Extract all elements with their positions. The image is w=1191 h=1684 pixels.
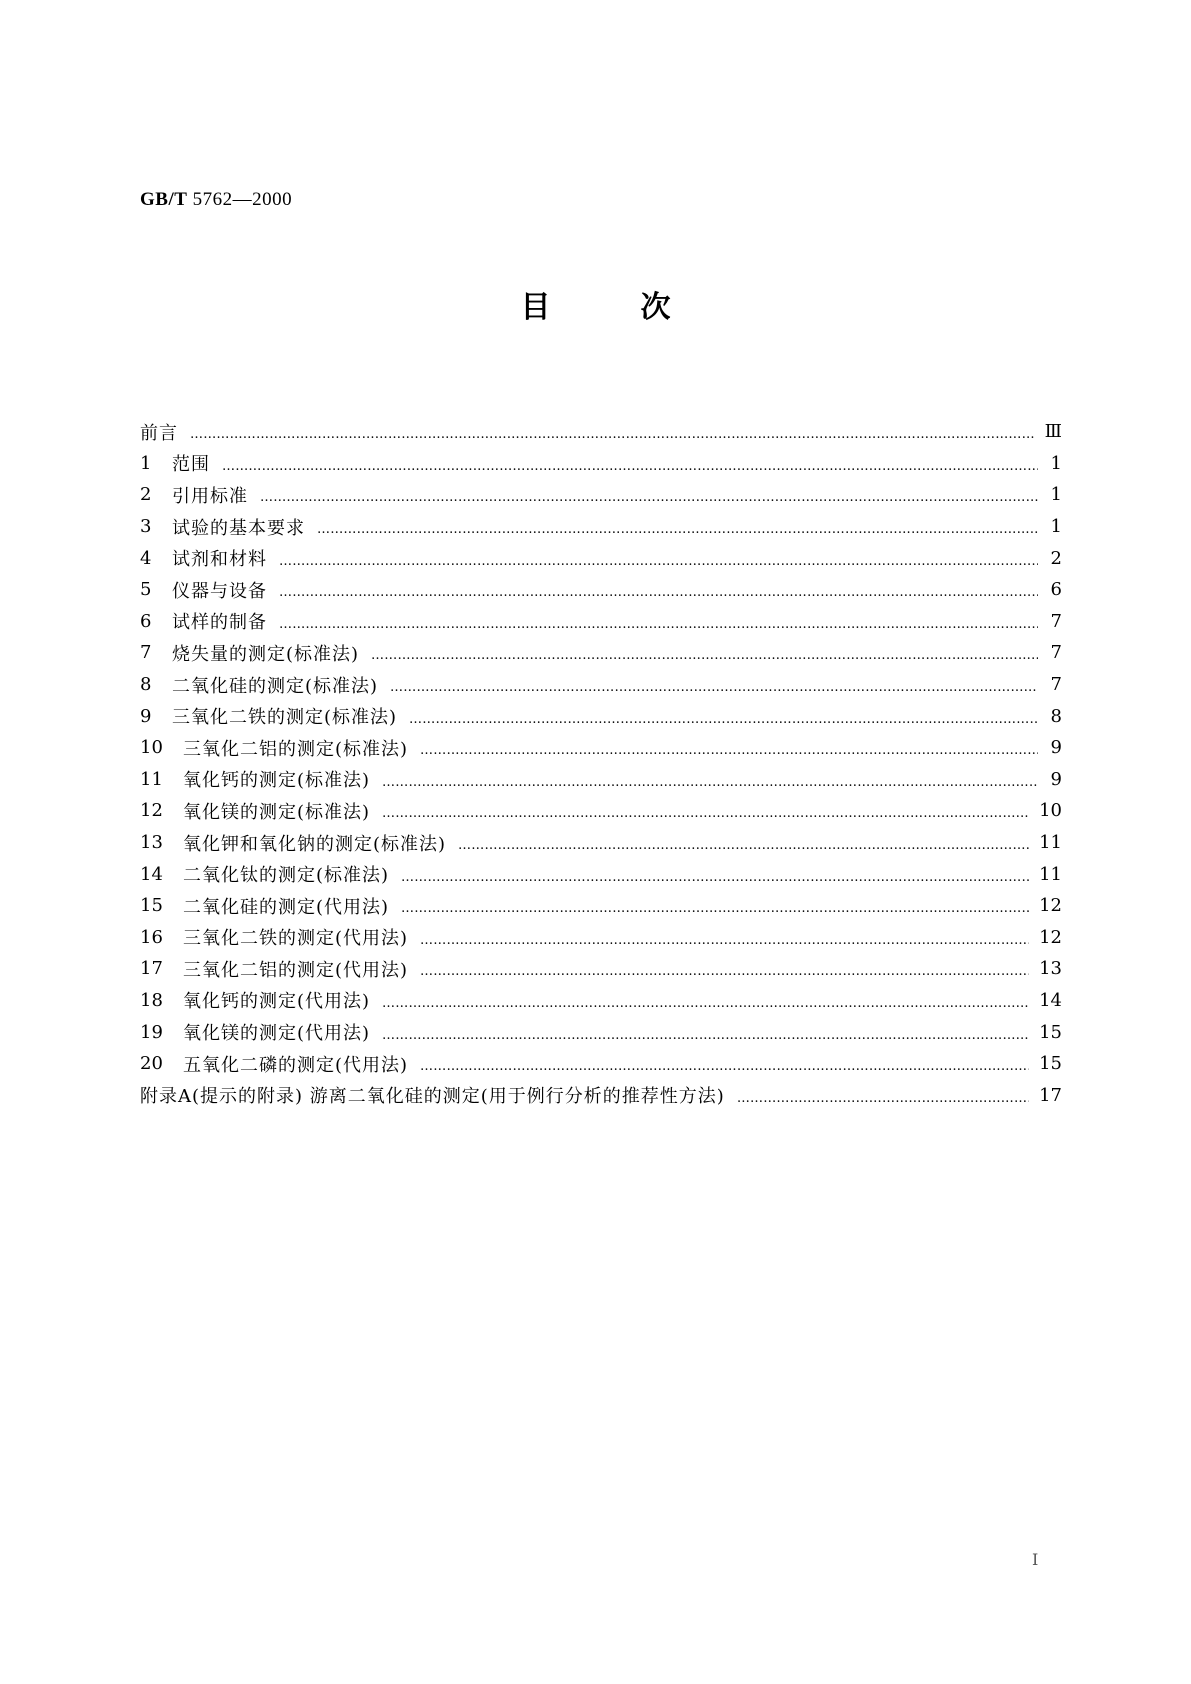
- dot-leader: [382, 776, 1038, 789]
- toc-entry-label: 三氧化二铁的测定(标准法): [172, 707, 398, 729]
- toc-entry[interactable]: [140, 606, 1062, 638]
- dot-leader: [420, 1060, 1029, 1073]
- toc-entry[interactable]: [140, 1048, 1062, 1080]
- toc-entry-number: 15: [140, 895, 163, 917]
- page-number: I: [1032, 1550, 1039, 1569]
- toc-entry-label: 附录A(提示的附录) 游离二氧化硅的测定(用于例行分析的推荐性方法): [140, 1086, 725, 1108]
- toc-entry-number: 5: [140, 579, 152, 601]
- toc-entry-page: 11: [1039, 863, 1062, 885]
- toc-entry[interactable]: [140, 795, 1062, 827]
- page-title: [0, 282, 1191, 326]
- toc-entry-page: 8: [1050, 705, 1062, 727]
- toc-entry[interactable]: [140, 858, 1062, 890]
- toc-entry-label: 氧化镁的测定(标准法): [183, 801, 371, 823]
- dot-leader: [737, 1092, 1029, 1105]
- toc-entry[interactable]: [140, 416, 1062, 448]
- toc-entry-page: 10: [1039, 800, 1062, 822]
- dot-leader: [458, 839, 1029, 852]
- title-char-2: 次: [640, 290, 671, 325]
- toc-entry-label: 试样的制备: [172, 612, 267, 634]
- toc-entry-label: 三氧化二铝的测定(标准法): [183, 738, 409, 760]
- toc-entry-page: 15: [1039, 1053, 1062, 1075]
- toc-entry-page: 7: [1050, 674, 1062, 696]
- toc-entry[interactable]: [140, 1016, 1062, 1048]
- toc-entry[interactable]: [140, 479, 1062, 511]
- toc-entry-label: 前言: [140, 422, 178, 444]
- toc-entry-label: 氧化镁的测定(代用法): [183, 1023, 371, 1045]
- toc-entry-number: 2: [140, 484, 152, 506]
- toc-entry-number: 16: [140, 926, 163, 948]
- dot-leader: [279, 618, 1038, 631]
- toc-entry-page: Ⅲ: [1044, 421, 1062, 443]
- toc-entry-label: 仪器与设备: [172, 580, 267, 602]
- toc-entry-label: 二氧化硅的测定(标准法): [172, 675, 379, 697]
- standard-number: 5762—2000: [192, 189, 293, 210]
- toc-entry-number: 11: [140, 768, 163, 790]
- dot-leader: [279, 586, 1038, 599]
- toc-entry-page: 15: [1039, 1021, 1062, 1043]
- toc-entry-number: 19: [140, 1021, 163, 1043]
- toc-entry-number: 7: [140, 642, 152, 664]
- dot-leader: [222, 460, 1038, 473]
- dot-leader: [371, 649, 1038, 662]
- toc-entry[interactable]: [140, 700, 1062, 732]
- standard-prefix: GB/T: [140, 189, 188, 210]
- dot-leader: [409, 713, 1038, 726]
- toc-entry[interactable]: [140, 669, 1062, 701]
- toc-entry-label: 五氧化二磷的测定(代用法): [183, 1054, 409, 1076]
- toc-entry-page: 14: [1039, 989, 1062, 1011]
- toc-entry-number: 3: [140, 516, 152, 538]
- toc-entry[interactable]: [140, 542, 1062, 574]
- dot-leader: [420, 744, 1038, 757]
- toc-entry[interactable]: [140, 827, 1062, 859]
- toc-entry-label: 三氧化二铁的测定(代用法): [183, 928, 409, 950]
- toc-entry-label: 范围: [172, 454, 210, 476]
- toc-entry-page: 7: [1050, 642, 1062, 664]
- toc-entry-page: 2: [1050, 547, 1062, 569]
- dot-leader: [401, 871, 1029, 884]
- toc-entry-page: 1: [1050, 484, 1062, 506]
- toc-entry[interactable]: [140, 1079, 1062, 1111]
- toc-entry-page: 12: [1039, 895, 1062, 917]
- dot-leader: [190, 428, 1035, 441]
- toc-entry[interactable]: [140, 922, 1062, 954]
- toc-entry-page: 12: [1039, 926, 1062, 948]
- toc-entry-label: 氧化钙的测定(代用法): [183, 991, 371, 1013]
- dot-leader: [420, 965, 1029, 978]
- toc-entry-label: 烧失量的测定(标准法): [172, 643, 360, 665]
- toc-entry-number: 17: [140, 958, 163, 980]
- dot-leader: [382, 1029, 1029, 1042]
- toc-entry-number: 6: [140, 610, 152, 632]
- toc-entry-number: 13: [140, 832, 163, 854]
- toc-entry-label: 二氧化硅的测定(代用法): [183, 896, 390, 918]
- dot-leader: [401, 902, 1029, 915]
- toc-entry[interactable]: [140, 985, 1062, 1017]
- toc-entry-label: 氧化钾和氧化钠的测定(标准法): [183, 833, 447, 855]
- toc-entry[interactable]: [140, 511, 1062, 543]
- toc-entry-page: 17: [1039, 1084, 1062, 1106]
- dot-leader: [317, 523, 1038, 536]
- toc-entry[interactable]: [140, 448, 1062, 480]
- dot-leader: [420, 934, 1029, 947]
- toc-entry[interactable]: [140, 890, 1062, 922]
- toc-entry-number: 10: [140, 737, 163, 759]
- dot-leader: [382, 807, 1029, 820]
- toc-entry-label: 氧化钙的测定(标准法): [183, 770, 371, 792]
- dot-leader: [382, 997, 1029, 1010]
- dot-leader: [390, 681, 1038, 694]
- toc-entry-page: 9: [1050, 737, 1062, 759]
- toc-entry-page: 1: [1050, 516, 1062, 538]
- toc-entry-number: 8: [140, 674, 152, 696]
- toc-entry-number: 4: [140, 547, 152, 569]
- dot-leader: [279, 555, 1038, 568]
- toc-entry-page: 1: [1050, 452, 1062, 474]
- toc-entry-page: 6: [1050, 579, 1062, 601]
- standard-code: [140, 189, 292, 211]
- title-char-1: 目: [520, 290, 551, 325]
- toc-entry[interactable]: [140, 953, 1062, 985]
- toc-entry[interactable]: [140, 764, 1062, 796]
- toc-entry-label: 二氧化钛的测定(标准法): [183, 865, 390, 887]
- toc-entry-number: 12: [140, 800, 163, 822]
- toc-entry-label: 三氧化二铝的测定(代用法): [183, 959, 409, 981]
- toc-entry-number: 18: [140, 989, 163, 1011]
- toc-entry-number: 9: [140, 705, 152, 727]
- toc-entry-label: 引用标准: [172, 485, 248, 507]
- table-of-contents: [140, 416, 1062, 1111]
- dot-leader: [260, 491, 1038, 504]
- toc-entry-number: 1: [140, 452, 152, 474]
- toc-entry[interactable]: [140, 637, 1062, 669]
- toc-entry-page: 13: [1039, 958, 1062, 980]
- toc-entry-number: 20: [140, 1053, 163, 1075]
- toc-entry-page: 11: [1039, 832, 1062, 854]
- toc-entry-label: 试剂和材料: [172, 549, 267, 571]
- toc-entry-page: 7: [1050, 610, 1062, 632]
- toc-entry-label: 试验的基本要求: [172, 517, 305, 539]
- toc-entry-page: 9: [1050, 768, 1062, 790]
- toc-entry-number: 14: [140, 863, 163, 885]
- toc-entry[interactable]: [140, 574, 1062, 606]
- toc-entry[interactable]: [140, 732, 1062, 764]
